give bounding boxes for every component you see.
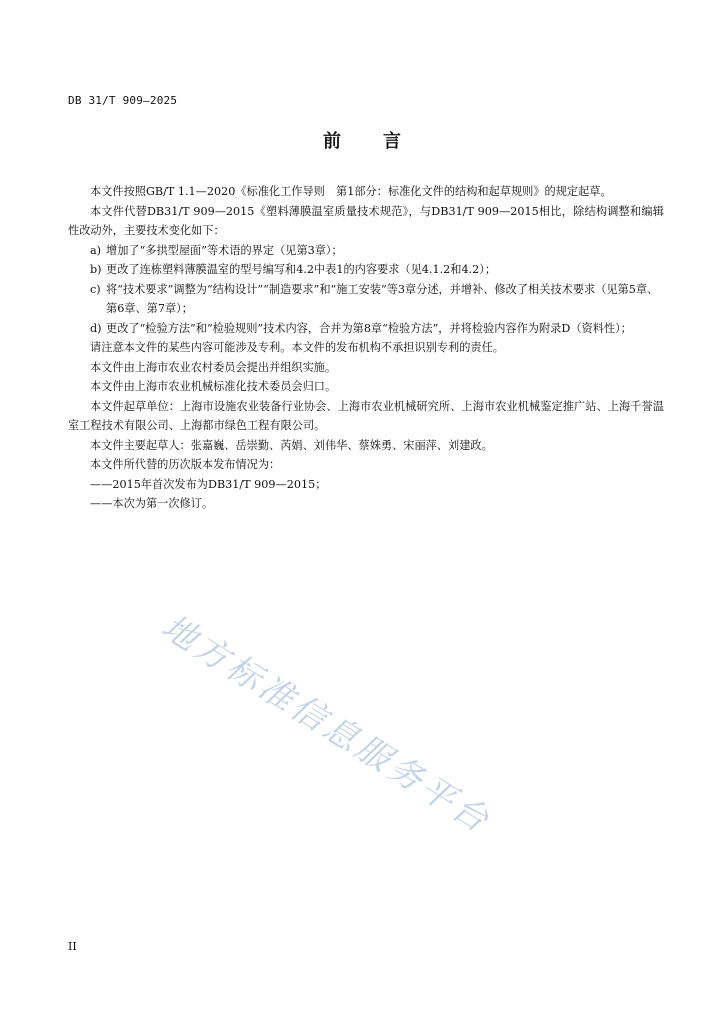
watermark: 地方标准信息服务平台 — [154, 606, 499, 843]
change-item-label: b) — [90, 263, 102, 276]
change-item-label: a) — [90, 243, 102, 257]
page-title — [0, 127, 724, 153]
patent-notice-paragraph: 请注意本文件的某些内容可能涉及专利。本文件的发布机构不承担识别专利的责任。 — [90, 341, 504, 354]
title-char-2: 言 — [383, 131, 401, 152]
history-item: ——2015年首次发布为DB31/T 909—2015； — [90, 477, 327, 491]
committee-paragraph: 本文件由上海市农业机械标准化技术委员会归口。 — [90, 380, 337, 393]
change-item — [68, 260, 664, 280]
drafters-paragraph: 本文件主要起草人：张嘉巍、岳崇勤、芮娟、刘伟华、蔡姝勇、宋丽萍、刘建政。 — [90, 438, 493, 452]
change-item-text: 更改了连栋塑料薄膜温室的型号编写和4.2中表1的内容要求（见4.1.2和4.2）； — [106, 263, 497, 276]
standard-code: DB 31/T 909—2025 — [68, 94, 178, 107]
history-item: ——本次为第一次修订。 — [90, 497, 214, 510]
replacement-paragraph: 本文件代替DB31/T 909—2015《塑料薄膜温室质量技术规范》，与DB31/T 909—2015相比，除结构调整和编辑性改动外，主要技术变化如下： — [68, 204, 664, 237]
change-item-label: c) — [90, 282, 101, 296]
change-item-text: 增加了“多拱型屋面”等术语的界定（见第3章）； — [106, 243, 343, 257]
title-char-1: 前 — [323, 131, 341, 152]
change-item-label: d) — [90, 321, 102, 335]
foreword-body — [68, 182, 664, 514]
history-intro-paragraph: 本文件所代替的历次版本发布情况为： — [90, 458, 281, 471]
proposer-paragraph: 本文件由上海市农业农村委员会提出并组织实施。 — [90, 360, 337, 374]
page-number: II — [68, 940, 77, 953]
change-item-text: 更改了“检验方法”和“检验规则”技术内容，合并为第8章“检验方法”，并将检验内容作为附录D（资料性）； — [106, 321, 632, 335]
change-item — [68, 319, 664, 339]
drafting-basis-paragraph: 本文件按照GB/T 1.1—2020《标准化工作导则 第1部分：标准化文件的结构和起草规则》的规定起草。 — [90, 185, 612, 198]
change-item — [68, 241, 664, 261]
change-item — [68, 280, 664, 319]
change-item-text: 将“技术要求”调整为“结构设计”“制造要求”和“施工安装”等3章分述，并增补、修改了相关技术要求（见第5章、第6章、第7章）； — [106, 282, 659, 315]
drafting-units-paragraph: 本文件起草单位：上海市设施农业装备行业协会、上海市农业机械研究所、上海市农业机械鉴定推广站、上海千誉温室工程技术有限公司、上海都市绿色工程有限公司。 — [68, 399, 664, 432]
